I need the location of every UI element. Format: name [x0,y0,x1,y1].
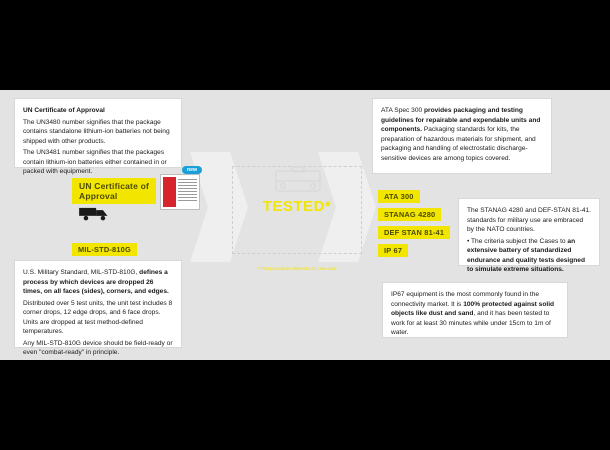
mil-std-card [14,260,182,357]
tested-footnote: * Test procedure depends on case size [257,266,337,271]
un-card-title: UN Certificate of Approval [23,107,105,114]
ata-spec-card [372,98,552,174]
stanag-card [458,198,600,274]
stanag-card-paragraph-1: The STANAG 4280 and DEF-STAN 81-41. standards for military use are embraced by the NATO countries. [467,207,591,234]
new-tag-badge: new [182,166,202,174]
stanag-4280-badge: STANAG 4280 [378,208,441,221]
tested-label: TESTED* [262,198,332,215]
un-badge-line-1: UN Certificate of [79,181,149,191]
diagram-canvas [0,90,610,360]
mil-card-paragraph-3: Any MIL-STD-810G device should be field-ready or even "combat-ready" in principle. [23,339,173,357]
ip-67-badge: IP 67 [378,244,408,257]
certificate-thumbnail-icon [160,174,200,210]
un-badge-line-2: Approval [79,191,118,201]
ata-card-paragraph: ATA Spec 300 provides packaging and testing guidelines for repairable and expendable units and components. Packaging standards for kits, the preparation of hazardous materials for shipment, and packaging and handling of electrostatic discharge-sensitive devices are among topics covered. [381,107,541,162]
mil-card-paragraph-2: Distributed over 5 test units, the unit test includes 8 corner drops, 12 edge drops, and 6 face drops. Units are dropped at test method-defined temperatures. [23,299,173,336]
un-badge-row [72,167,198,209]
un-card-paragraph-1: The UN3480 number signifies that the package contains standalone lithium-ion batteries not being shipped with other products. [23,118,170,145]
ip67-card-paragraph: IP67 equipment is the most commonly found in the connectivity market. It is 100% protected against solid objects like dust and sand, and it has been tested to work for at least 30 minutes while under 15cm to 1m of water. [391,291,555,337]
ip67-card [382,282,568,338]
ata-300-badge: ATA 300 [378,190,420,203]
rugged-case-icon [272,166,324,196]
left-badge-block [72,167,198,254]
mil-std-badge: MIL-STD-810G [72,243,137,256]
def-stan-badge: DEF STAN 81-41 [378,226,450,239]
stanag-card-paragraph-2: • The criteria subject the Cases to an extensive battery of standardized endurance and quality tests designed to simulate extreme situations. [467,237,585,274]
mil-card-paragraph-1: U.S. Military Standard, MIL-STD-810G, defines a process by which devices are dropped 26 times, on all faces (sides), corners, and edges. [23,269,169,296]
un-certificate-card [14,98,182,176]
truck-icon [78,204,112,222]
un-card-paragraph-2: The UN3481 number signifies that the packages contain lithium-ion batteries either contained in or packed with equipment. [23,149,167,176]
un-certificate-badge [72,178,156,204]
right-badge-column [378,190,458,262]
